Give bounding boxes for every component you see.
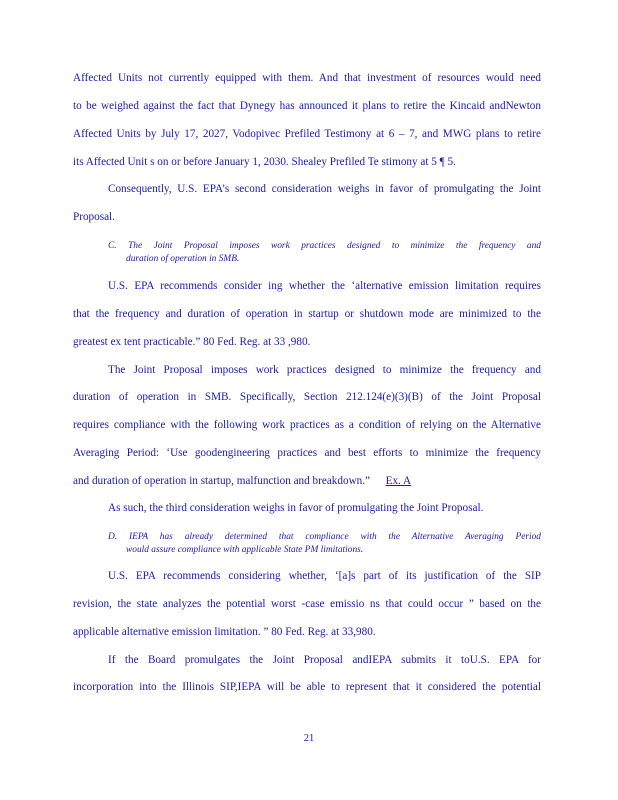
body-line: The Joint Proposal imposes work practices designed to minimize the frequency and	[108, 364, 541, 376]
body-line: to be weighed against the fact that Dynegy has announced it plans to retire the Kincaid andNewton	[73, 100, 541, 112]
body-line: U.S. EPA recommends consider ing whether the ‘alternative emission limitation requires	[108, 280, 541, 292]
body-line: its Affected Unit s on or before January 1, 2030. Shealey Prefiled Te stimony at 5 ¶ 5.	[73, 156, 456, 168]
body-line: Affected Units by July 17, 2027, Vodopivec Prefiled Testimony at 6 – 7, and MWG plans to retire	[73, 128, 541, 140]
body-line	[73, 473, 541, 489]
body-line: requires compliance with the following work practices as a condition of relying on the Alternative	[73, 419, 541, 431]
exhibit-reference-link[interactable]: Ex. A	[385, 475, 412, 487]
body-line-text: and duration of operation in startup, malfunction and breakdown.”	[73, 475, 371, 487]
section-heading-d: D. IEPA has already determined that compliance with the Alternative Averaging Period	[108, 532, 541, 542]
body-line: incorporation into the Illinois SIP,IEPA will be able to represent that it considered the potential	[73, 681, 541, 693]
body-line: applicable alternative emission limitation. ” 80 Fed. Reg. at 33,980.	[73, 626, 376, 638]
body-line: If the Board promulgates the Joint Proposal andIEPA submits it toU.S. EPA for	[108, 654, 541, 666]
body-line: Affected Units not currently equipped with them. And that investment of resources would need	[73, 72, 541, 84]
section-heading-c-cont: duration of operation in SMB.	[126, 254, 240, 264]
body-line: greatest ex tent practicable.” 80 Fed. Reg. at 33 ,980.	[73, 336, 311, 348]
body-line: As such, the third consideration weighs in favor of promulgating the Joint Proposal.	[108, 502, 484, 514]
body-line: Proposal.	[73, 211, 115, 223]
body-line: Consequently, U.S. EPA’s second consideration weighs in favor of promulgating the Joint	[108, 183, 541, 195]
page-number: 21	[303, 733, 315, 744]
section-heading-c: C. The Joint Proposal imposes work practices designed to minimize the frequency and	[108, 241, 541, 251]
body-line: that the frequency and duration of operation in startup or shutdown mode are minimized to the	[73, 308, 541, 320]
body-line: U.S. EPA recommends considering whether, ‘[a]s part of its justification of the SIP	[108, 570, 541, 582]
section-heading-d-cont: would assure compliance with applicable State PM limitations.	[126, 545, 364, 555]
body-line: duration of operation in SMB. Specifically, Section 212.124(e)(3)(B) of the Joint Proposal	[73, 391, 541, 403]
body-line: revision, the state analyzes the potential worst -case emissio ns that could occur ” based on the	[73, 598, 541, 610]
body-line: Averaging Period: ‘Use goodengineering practices and best efforts to minimize the frequency	[73, 447, 541, 459]
